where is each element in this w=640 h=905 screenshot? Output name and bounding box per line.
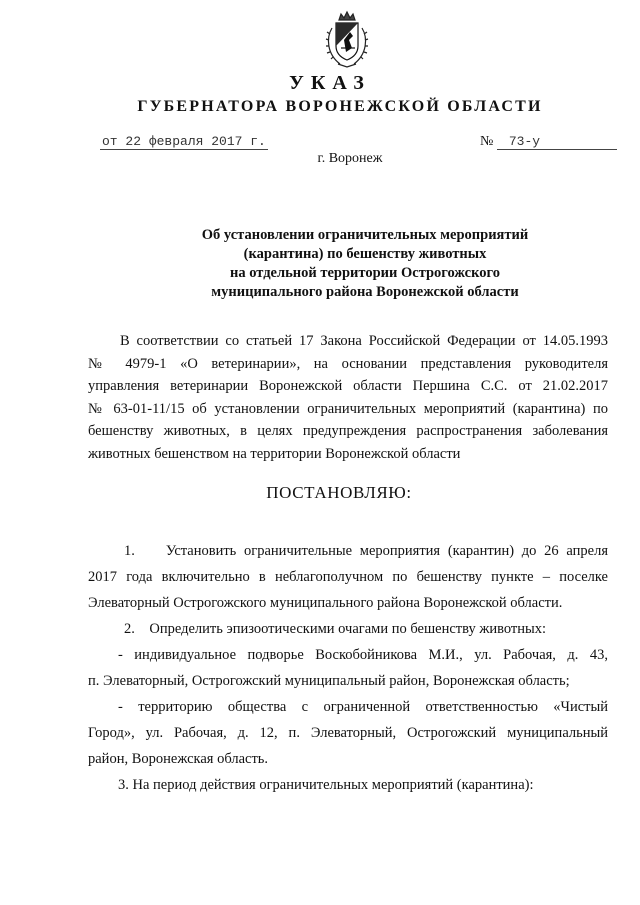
focus-1 [88,642,608,694]
number-value: 73-у [497,134,617,150]
preamble-line: животных бешенством на территории Воронежской области [88,445,461,462]
subject-line: на отдельной территории Острогожского [229,265,500,281]
coat-of-arms-emblem [322,10,372,70]
subject-line: муниципального района Воронежской области [211,284,519,300]
item-2-line: 2. Определить эпизоотическими очагами по бешенству животных: [124,621,547,637]
focus-1-line: п. Элеваторный, Острогожский муниципальный район, Воронежская область; [88,673,570,689]
item-3 [88,772,608,798]
decree-word: ПОСТАНОВЛЯЮ: [266,483,412,502]
focus-2-line: Город», ул. Рабочая, д. 12, п. Элеваторный, Острогожский муниципальный [88,725,608,741]
subject-line: (карантина) по бешенству животных [243,246,487,262]
preamble-line: № 63-01-11/15 об установлении ограничительных мероприятий (карантина) по [88,400,608,417]
date-value: 22 февраля 2017 г. [125,134,266,149]
preamble-line: управления ветеринарии Воронежской области Першина С.С. от 21.02.2017 [88,378,608,394]
subject-line: Об установлении ограничительных мероприятий [201,227,529,243]
preamble-line: бешенству животных, в целях предупреждения распространения заболевания [88,423,608,439]
focus-2 [88,694,608,772]
item-2 [88,616,608,642]
decree-number [480,134,617,150]
number-prefix: № [480,134,494,149]
preamble-line: № 4979-1 «О ветеринарии», на основании представления руководителя [88,355,608,372]
item-1-line: Элеваторный Острогожского муниципального района Воронежской области. [88,595,563,611]
item-1-line: 2017 года включительно в неблагополучном по бешенству пункте – поселке [88,569,608,585]
document-title: УКАЗ [289,72,371,94]
preamble-line: В соответствии со статьей 17 Закона Российской Федерации от 14.05.1993 [120,333,608,349]
focus-2-line: район, Воронежская область. [88,751,269,767]
focus-2-line: - территорию общества с ограниченной ответственностью «Чистый [118,699,608,715]
preamble-paragraph [88,330,608,465]
issuer-subtitle: ГУБЕРНАТОРА ВОРОНЕЖСКОЙ ОБЛАСТИ [137,98,543,115]
decree-date [100,134,268,149]
focus-1-line: - индивидуальное подворье Воскобойникова М.И., ул. Рабочая, д. 43, [118,647,608,663]
item-3-line: 3. На период действия ограничительных мероприятий (карантина): [118,777,534,793]
item-1 [88,538,608,616]
city-line: г. Воронеж [317,151,383,166]
item-1-line: 1. Установить ограничительные мероприятия (карантин) до 26 апреля [124,543,608,559]
decree-subject [120,226,610,302]
date-prefix: от [102,134,118,149]
